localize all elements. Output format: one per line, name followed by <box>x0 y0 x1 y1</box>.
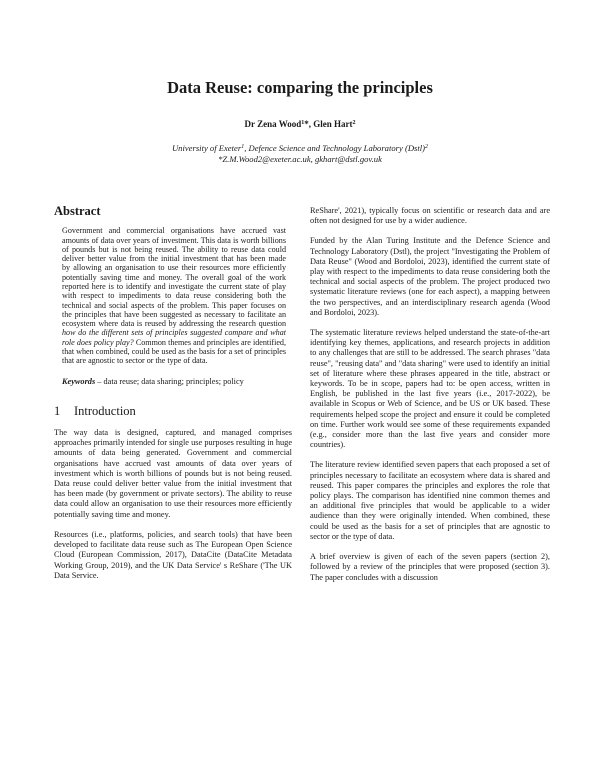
affiliations <box>0 143 600 165</box>
paragraph: The way data is designed, captured, and managed comprises approaches primarily intended for single use purposes resulting in huge amounts of data being generated. Government and commercial organisations have accrued vast amounts of data over years of investment which is worth billions of pounds but is not being reused. Data reuse could deliver better value from the initial investment that has been made (by government or private sectors). The ability to reuse data could allow an organisation to use their resources more efficiently potentially saving time and money. <box>54 428 292 519</box>
paragraph: The systematic literature reviews helped understand the state-of-the-art identifying key themes, applications, and research projects in addition to any challenges that are still to be addressed. The search phrases "data reuse", "reusing data" and "data sharing" were used to identify an initial set of literature where these phrases appeared in the title, abstract or keywords. To be in scope, papers had to: be open access, written in English, be published in the last five years (i.e., 2017-2022), be available in Scopus or Web of Science, and be US or UK based. These requirements helped scope the project and ensure it could be completed on time. Further work would see some of these requirements expanded (e.g., consider more than the last five years and consider more countries). <box>310 328 550 450</box>
corresponding-author-mark: * <box>304 119 309 129</box>
affiliation-line <box>0 143 600 154</box>
paragraph: ReShare', 2021), typically focus on scientific or research data and are often not designed for use by a wider audience. <box>310 206 550 226</box>
abstract-text-part: Common themes and principles are identified, that when combined, could be used as the basis for a set of principles that are agnostic to sector or the type of data. <box>62 337 287 366</box>
author-separator: , <box>308 119 314 129</box>
affiliation-mark: 1 <box>241 144 245 150</box>
keywords-label: Keywords <box>62 376 96 386</box>
author-name: Glen Hart <box>313 119 353 129</box>
left-column <box>54 206 292 581</box>
keywords-list: – data reuse; data sharing; principles; policy <box>95 376 244 386</box>
right-column <box>310 206 550 583</box>
affiliation-separator: , <box>244 143 249 153</box>
paragraph: A brief overview is given of each of the seven papers (section 2), followed by a review of the principles that were proposed (section 3). The paper concludes with a discussion <box>310 552 550 582</box>
research-question: how do the different sets of principles suggested compare and what role does policy play? <box>62 328 286 347</box>
abstract-heading: Abstract <box>54 204 101 218</box>
author-affiliation-mark: 2 <box>352 120 356 126</box>
paper-title: Data Reuse: comparing the principles <box>167 78 433 97</box>
paragraph: The literature review identified seven papers that each proposed a set of principles necessary to facilitate an ecosystem where data is shared and reused. This paper compares the principles and explores the role that policy plays. The comparison has identified nine common themes and an additional five principles that would be applicable to a wider audience than they were originally intended. When combined, these could be used as the basis for a set of principles that are agnostic to sector or the type of data. <box>310 460 550 541</box>
author-emails: *Z.M.Wood2@exeter.ac.uk, gkhart@dstl.gov.uk <box>218 154 382 164</box>
author-name: Dr Zena Wood <box>244 119 302 129</box>
author-affiliation-mark: 1 <box>301 120 305 126</box>
abstract-text-part: Government and commercial organisations have accrued vast amounts of data over years of investment. This data is worth billions of pounds but is not being reused. The ability to reuse data could deliver better value from the initial investment that has been made by allowing an organisation to use their resources more efficiently potentially saving time and money. The overall goal of the work reported here is to identify and investigate the current state of play with respect to impediments to data reuse considering both the technical and social aspects of the problem. This paper focuses on the principles that have been suggested as necessary to facilitate an ecosystem where data is reused by addressing the research question <box>62 226 286 329</box>
affiliation-mark: 2 <box>425 144 429 150</box>
author-line <box>0 119 600 129</box>
keywords <box>54 377 292 387</box>
affiliation-org: Defence Science and Technology Laboratory (Dstl) <box>248 143 426 153</box>
affiliation-org: University of Exeter <box>171 143 242 153</box>
paragraph: Funded by the Alan Turing Institute and the Defence Science and Technology Laboratory (Dstl), the project "Investigating the Problem of Data Reuse" (Wood and Bordoloi, 2023), identified the current state of play with respect to the impediments to data reuse considering both the technical and social aspects of the problem. The project produced two systematic literature reviews (one for each aspect), a mapping between the two perspectives, and an interdisciplinary research agenda (Wood and Bordoloi, 2023). <box>310 236 550 317</box>
abstract-text <box>54 226 292 365</box>
section-heading-introduction <box>54 403 292 418</box>
section-title: Introduction <box>74 403 136 418</box>
paragraph: Resources (i.e., platforms, policies, and search tools) that have been developed to facilitate data reuse such as The European Open Science Cloud (European Commission, 2017), DataCite (DataCite Metadata Working Group, 2019), and the UK Data Service' s ReShare ('The UK Data Service. <box>54 529 292 580</box>
section-number: 1 <box>54 403 61 418</box>
